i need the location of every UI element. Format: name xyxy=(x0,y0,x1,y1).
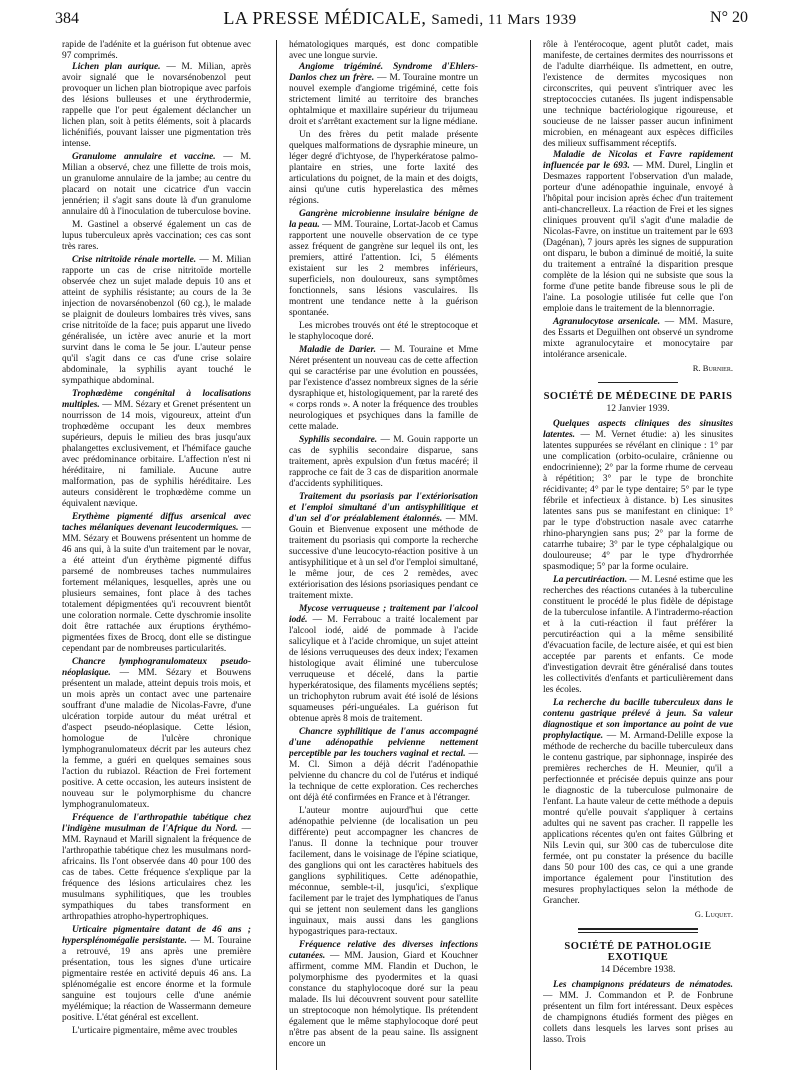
paragraph xyxy=(62,657,251,811)
entry-title: Crise nitritoïde rénale mortelle. xyxy=(72,255,197,265)
entry-text: — M. Milian rapporte un cas de crise nitritoïde mortelle observée chez un sujet malade depuis 10 ans et atteint de syphilis résistante; au cours de la 3e injection de novarsénobenzol (60 cg.), le malade se plaignit de douleurs lombaires très vives, sans crise nitritoïde de la face; puis apparut une livedo généralisée, un ictère avec anurie et la mort survint dans le coma le 5e jour. L'auteur pense qu'il s'agit dans ce cas d'une crise solaire abdominale, la syphilis ayant touché le sympathique abdominal. xyxy=(62,255,251,386)
session-date: 14 Décembre 1938. xyxy=(600,965,676,975)
entry-title: Mycose verruqueuse ; traitement par l'alcool iodé. xyxy=(289,604,478,625)
entry-text: — M. Armand-Delille expose la méthode de recherche du bacille tuberculeux dans le contenu gastrique, par siphonnage, inspirée des premières recherches de H. Meunier, qu'il a perfectionnée et précisée depuis quinze ans pour le diagnostic de la tuberculose pulmonaire de l'enfant. La haute valeur de cette méthode a depuis montré qu'elle pouvait s'appliquer à certains adultes qui ne savent pas cracher. Il rappelle les applications récentes qu'en ont faites Gülbring et Nils Levin qui, sur 300 cas de tuberculose dite fermée, ont pu constater la présence du bacille dans 50 pour 100 des cas, ce qui a une grande importance également pour l'institution des mesures prophylactiques selon la méthode de Grancher. xyxy=(543,731,733,906)
entry-text: — M. Touraine montre un nouvel exemple d'angiome trigéminé, cette fois strictement limité au territoire des branches ophtalmique et maxillaire supérieur du trijumeau droit et s'arrêtant exactement sur la ligne médiane. xyxy=(289,73,478,127)
paragraph xyxy=(62,512,251,655)
paragraph xyxy=(543,317,733,361)
paragraph xyxy=(289,62,478,128)
paragraph xyxy=(289,604,478,725)
paragraph xyxy=(543,980,733,1046)
entry-title: La recherche du bacille tuberculeux dans le contenu gastrique prélevé à jeun. Sa valeur diagnostique et son importance au point de vue prophylactique. xyxy=(543,698,733,741)
entry-text: Un des frères du petit malade présente quelques malformations de dysraphie mineure, un léger degré d'ichtyose, de l'hyperkératose palmo-plantaire en stries, une forte laxité des articulations du poignet, de la main et des doigts, ainsi qu'une cutis hyperelastica des mêmes régions. xyxy=(289,130,478,206)
issue-number: N° 20 xyxy=(710,9,748,26)
entry-text: — M. Touraine et Mme Néret présentent un nouveau cas de cette affection qui se caractérise par une évolution en poussées, par l'existence d'assez nombreux signes de la série dysraphique et, histologiquement, par la rareté des « corps ronds ». A noter la fréquence des troubles neurologiques et psychiques dans la famille de cette malade. xyxy=(289,345,478,432)
entry-text: L'auteur montre aujourd'hui que cette adénopathie pelvienne (de localisation un peu différente) peut accompagner les chancres de l'anus. Il donne la technique pour trouver facilement, dans le voisinage de l'épine sciatique, des ganglions qui ont les caractères habituels des ganglions syphilitiques. Cette adénopathie, méconnue, semble-t-il, jusqu'ici, s'explique facilement par le trajet des lymphatiques de l'anus qui se jettent non seulement dans les ganglions inguinaux, mais aussi dans les ganglions hypogastriques para-rectaux. xyxy=(289,806,478,937)
journal-title xyxy=(0,8,800,29)
entry-title: Agranulocytose arsenicale. xyxy=(553,317,661,327)
paragraph xyxy=(289,727,478,804)
column-middle xyxy=(289,40,478,1075)
page-number: 384 xyxy=(55,10,79,27)
paragraph xyxy=(543,150,733,315)
column-right xyxy=(543,40,733,1075)
entry-title: Traitement du psoriasis par l'extériorisation et l'emploi simultané d'un antisyphilitique et d'un sel d'or préalablement étalonnés. xyxy=(289,492,478,524)
entry-title: Trophœdème congénital à localisations multiples. xyxy=(62,389,251,410)
entry-text: — MM. Sézary et Bouwens présentent un malade, atteint depuis trois mois, et un mois après un contact avec une partenaire souffrant d'une maladie de Nicolas-Favre, d'une ulcération torpide autour du méat urétral et d'aspect pseudo-néoplasique. Cette lésion, homologue de l'ulcère chronique lymphogranulomateux décrit par les auteurs chez la femme, a guéri en quelques semaines sous l'action du rubiazol. Réaction de Frei fortement positive. A cette occasion, les auteurs insistent de nouveau sur le polymorphisme du chancre lymphogranulomateux. xyxy=(62,668,251,810)
entry-title: La percutiréaction. xyxy=(553,575,628,585)
entry-text: M. Gastinel a observé également un cas de lupus tuberculeux après vaccination; ces cas sont très rares. xyxy=(62,220,251,252)
entry-text: — MM. Gouin et Bienvenue exposent une méthode de traitement du psoriasis qui comporte la recherche successive d'une leucocyto-réaction positive à un antisyphilitique et à un sel d'or l'emploi simultané, le même jour, de ces 2 remèdes, avec extériorisation des lésions psoriasiques pendant ce traitement mixte. xyxy=(289,514,478,601)
entry-text: Les microbes trouvés ont été le streptocoque et le staphylocoque doré. xyxy=(289,321,478,342)
author-signature: R. Burnier. xyxy=(692,363,733,373)
entry-text: — MM. Masure, des Essarts et Deguilhen ont observé un syndrome mixte agranulocytaire et monocytaire par intolérance arsenicale. xyxy=(543,317,733,360)
section-rule xyxy=(598,382,678,383)
entry-title: Erythème pigmenté diffus arsenical avec taches mélaniques devenant leucodermiques. xyxy=(62,512,251,533)
column-left xyxy=(62,40,251,1075)
author-signature: G. Luquet. xyxy=(694,909,733,919)
paragraph-continuation: rapide de l'adénite et la guérison fut obtenue avec 97 comprimés. xyxy=(62,40,251,61)
journal-name: LA PRESSE MÉDICALE, xyxy=(223,8,427,28)
paragraph xyxy=(289,940,478,1050)
paragraph xyxy=(62,152,251,218)
entry-text: — M. Touraine a retrouvé, 19 ans après une première présentation, tous les signes d'une urticaire pigmentaire restée en activité depuis 46 ans. La splénomégalie est encore énorme et la formule sanguine est toujours celle d'une anémie myélémique; la réaction de Wassermann demeure positive. L'état général est excellent. xyxy=(62,936,251,1023)
entry-text: — MM. Jausion, Giard et Kouchner affirment, comme MM. Flandin et Duchon, le polymorphisme des pyodermites et la quasi constance du staphylocoque doré sur la peau malade. Ils lui découvrent souvent pour satellite un streptocoque non hémolytique. Ils prétendent également que le même staphylocoque doré peut n'être pas absent de la peau saine. Ils assignent encore un xyxy=(289,951,478,1049)
entry-text: — M. Milian a observé, chez une fillette de trois mois, un granulome annulaire de la jambe; au centre du placard on notait une cicatrice d'un vaccin jennérien; il s'agit sans doute là d'un granulome annulaire dû à l'inoculation de tuberculose bovine. xyxy=(62,152,251,217)
entry-text: — MM. Durel, Linglin et Desmazes rapportent l'observation d'un malade, porteur d'une adénopathie inguinale, envoyé à l'hôpital pour incision après échec d'un traitement anti-chancrelleux. La réaction de Frei et les signes cliniques prouvent qu'il s'agit d'une maladie de Nicolas-Favre, on institue un traitement par le 693 (Dagénan), 7 jours après les signes de suppuration ont disparu, le bubon a diminué de moitié, la suite du traitement a entraîné la disparition presque complète de la lésion qui ne subsiste que sous la forme d'une petite bande fibreuse sous le pli de l'aine. La posologie utilisée fut celle que l'on emploie dans le traitement de la blennorragie. xyxy=(543,161,733,314)
column-divider xyxy=(530,40,531,1070)
paragraph xyxy=(543,698,733,907)
entry-text: — M. Lesné estime que les recherches des réactions cutanées à la tuberculine constituent le procédé le plus fidèle de dépistage de la tuberculose infantile. A l'intradermo-réaction et à la cuti-réaction il faut préférer la percutiréaction qui a la même sensibilité d'évacuation facile, de lecture aisée, et qui est bien acceptée par parents et enfants. Ce mode d'investigation devrait être généralisé dans toutes les collectivités d'enfants et particulièrement dans les écoles. xyxy=(543,575,733,695)
paragraph xyxy=(62,925,251,1024)
entry-text: — M. Ferrabouc a traité localement par l'alcool iodé, aidé de pommade à l'acide salicylique et à l'acide chromique, un sujet atteint de lésions verruqueuses des deux index; l'examen histologique avait éliminé une tuberculose verruqueuse et décelé, dans la partie hyperkératosique, des filaments mycéliens septés; un trichophyton rubrum avait été isolé de lésions squameuses péri-unguéales. La guérison fut obtenue après 8 mois de traitement. xyxy=(289,615,478,724)
paragraph xyxy=(289,806,478,938)
entry-text: — M. Gouin rapporte un cas de syphilis secondaire disparue, sans traitement, après expulsion d'un fœtus macéré; il rapproche ce fait de 3 cas de disparition anormale d'accidents syphilitiques. xyxy=(289,435,478,489)
paragraph xyxy=(289,209,478,319)
entry-text: — M. Vernet étudie: a) les sinusites latentes suppurées se révélant en clinique : 1° par une complication (orbito-oculaire, crânienne ou endocrinienne); 2° par la forme rhume de cerveau à répétition; 3° par le type de bronchite récidivante; 4° par le type dentaire; 5° par le type fébrile et infectieux à distance. b) Les sinusites latentes sans pus se manifestant en clinique: 1° par le type d'obstruction nasale avec catarrhe rhino-pharyngien sans pus; 2° par la forme de catarrhe tubaire; 3° par le type céphalalgique ou douloureuse; 4° par le type d'hydrorrhée spasmodique; 5° par la forme oculaire. xyxy=(543,430,733,572)
entry-title: Maladie de Darier. xyxy=(299,345,376,355)
entry-text: L'urticaire pigmentaire, même avec troubles xyxy=(72,1026,238,1036)
page-header xyxy=(0,0,800,34)
paragraph xyxy=(289,130,478,207)
entry-title: Chancre syphilitique de l'anus accompagné d'une adénopathie pelvienne nettement perceptible par les touchers vaginal et rectal. xyxy=(289,727,478,759)
entry-text: — MM. Sézary et Bouwens présentent un homme de 46 ans qui, à la suite d'un traitement par le novar, a été atteint d'un érythème pigmenté diffus parsemé de nombreuses taches nummulaires fortement mélaniques, lesquelles, après une ou plusieurs semaines, font place à des taches totalement dépigmentées qu'i recouvrent bientôt une coloration normale. Cette dyschromie insolite doit être rattachée aux éruptions érythémo-pigmentées fixes de Brocq, dont elle se distingue cependant par de nombreuses particularités. xyxy=(62,523,251,654)
paragraph xyxy=(289,345,478,433)
entry-title: Maladie de Nicolas et Favre rapidement influencée par le 693. xyxy=(543,150,733,171)
paragraph xyxy=(289,435,478,490)
section-rule xyxy=(578,928,698,933)
entry-text: — MM. Touraine, Lortat-Jacob et Camus rapportent une nouvelle observation de ce type assez fréquent de gangrène sur lequel ils ont, les premiers, attiré l'attention. Ici, 5 éléments existaient sur les 2 membres inférieurs, superficiels, non douloureux, sans symptômes fonctionnels, sans lésions vasculaires. Ils montrent une tendance nette à la guérison spontanée. xyxy=(289,220,478,318)
entry-title: Gangrène microbienne insulaire bénigne de la peau. xyxy=(289,209,478,230)
paragraph xyxy=(62,813,251,923)
entry-title: Fréquence de l'arthropathie tabétique chez l'indigène musulman de l'Afrique du Nord. xyxy=(62,813,251,834)
entry-text: — MM. Sézary et Grenet présentent un nourrisson de 14 mois, vigoureux, atteint d'un trophœdème occupant les deux membres supérieurs, depuis le milieu des bras jusqu'aux phalangettes exclusivement, et l'hémiface gauche avec prédominance orbitaire. L'affection n'est ni héréditaire, ni familiale. Aucune autre malformation, pas de syphilis héréditaire. Les auteurs considèrent le trophœdème comme un équivalent nævique. xyxy=(62,400,251,509)
paragraph xyxy=(543,575,733,696)
paragraph xyxy=(62,62,251,150)
entry-title: Chancre lymphogranulomateux pseudo-néoplasique. xyxy=(62,657,251,678)
entry-title: Syphilis secondaire. xyxy=(299,435,378,445)
entry-title: Angiome trigéminé. Syndrome d'Ehlers-Danlos chez un frère. xyxy=(289,62,478,83)
session-date: 12 Janvier 1939. xyxy=(606,404,670,414)
entry-text: — M. Cl. Simon a déjà décrit l'adénopathie pelvienne du chancre du col de l'utérus et indiqué la technique de cette exploration. Ces recherches ont déjà été confirmées en France et à l'étranger. xyxy=(289,749,478,803)
entry-text: — MM. Raynaud et Marill signalent la fréquence de l'arthropathie tabétique chez les musulmans nord-africains. Ils l'ont observée dans 40 pour 100 des cas de tabes. Cette fréquence s'explique par la fréquence des lésions articulaires chez les musulmans syphilitiques, que les troubles sympathiques du tabes transforment en arthropathies atropho-hypertrophiques. xyxy=(62,824,251,922)
entry-title: Granulome annulaire et vaccine. xyxy=(72,152,216,162)
paragraph xyxy=(62,255,251,387)
paragraph xyxy=(543,419,733,573)
entry-text: — MM. J. Commandon et P. de Fonbrune présentent un film fort intéressant. Deux espèces de champignons étudiés forment des pièges en collets dans lesquels les larves sont prises au lasso. Trois xyxy=(543,991,733,1045)
entry-title: Urticaire pigmentaire datant de 46 ans ; hypersplénomégalie persistante. xyxy=(62,925,251,946)
entry-title: Lichen plan aurique. xyxy=(72,62,161,72)
issue-date: Samedi, 11 Mars 1939 xyxy=(431,12,577,28)
column-divider xyxy=(276,40,277,1070)
entry-text: — M. Milian, après avoir signalé que le novarsénobenzol peut provoquer un lichen plan biotropique avec parfois des lésions bulleuses et une érythrodermie, rappelle que l'or peut également déclancher un lichen plan, soit à petits éléments, soit à placards lichénifiés, pouvant laisser une pigmentation très intense. xyxy=(62,62,251,149)
paragraph-continuation: hématologiques marqués, est donc compatible avec une longue survie. xyxy=(289,40,478,61)
paragraph xyxy=(289,321,478,343)
paragraph xyxy=(289,492,478,602)
entry-title: Fréquence relative des diverses infections cutanées. xyxy=(289,940,478,961)
entry-title: Quelques aspects cliniques des sinusites latentes. xyxy=(543,419,733,440)
society-heading: SOCIÉTÉ DE PATHOLOGIE EXOTIQUE xyxy=(564,941,712,963)
entry-title: Les champignons prédateurs de nématodes. xyxy=(553,980,733,990)
society-heading: SOCIÉTÉ DE MÉDECINE DE PARIS xyxy=(543,391,733,402)
paragraph xyxy=(62,389,251,510)
paragraph xyxy=(62,220,251,253)
paragraph-continuation: rôle à l'entérocoque, agent plutôt cadet, mais manifeste, de certaines dermites des nourrissons et de l'adulte diarrhéique. Ils admettent, en outre, l'existence de dermites mycosiques non circonscrites, qui peuvent s'intriquer avec les streptococcies cutanées. Ils jugent indispensable une technique bactériologique rigoureuse, et soucieuse de ne laisser passer aucun infiniment microbien, en ménageant aux espèces difficiles des milieux suffisamment réceptifs. xyxy=(543,40,733,149)
paragraph xyxy=(62,1026,251,1037)
